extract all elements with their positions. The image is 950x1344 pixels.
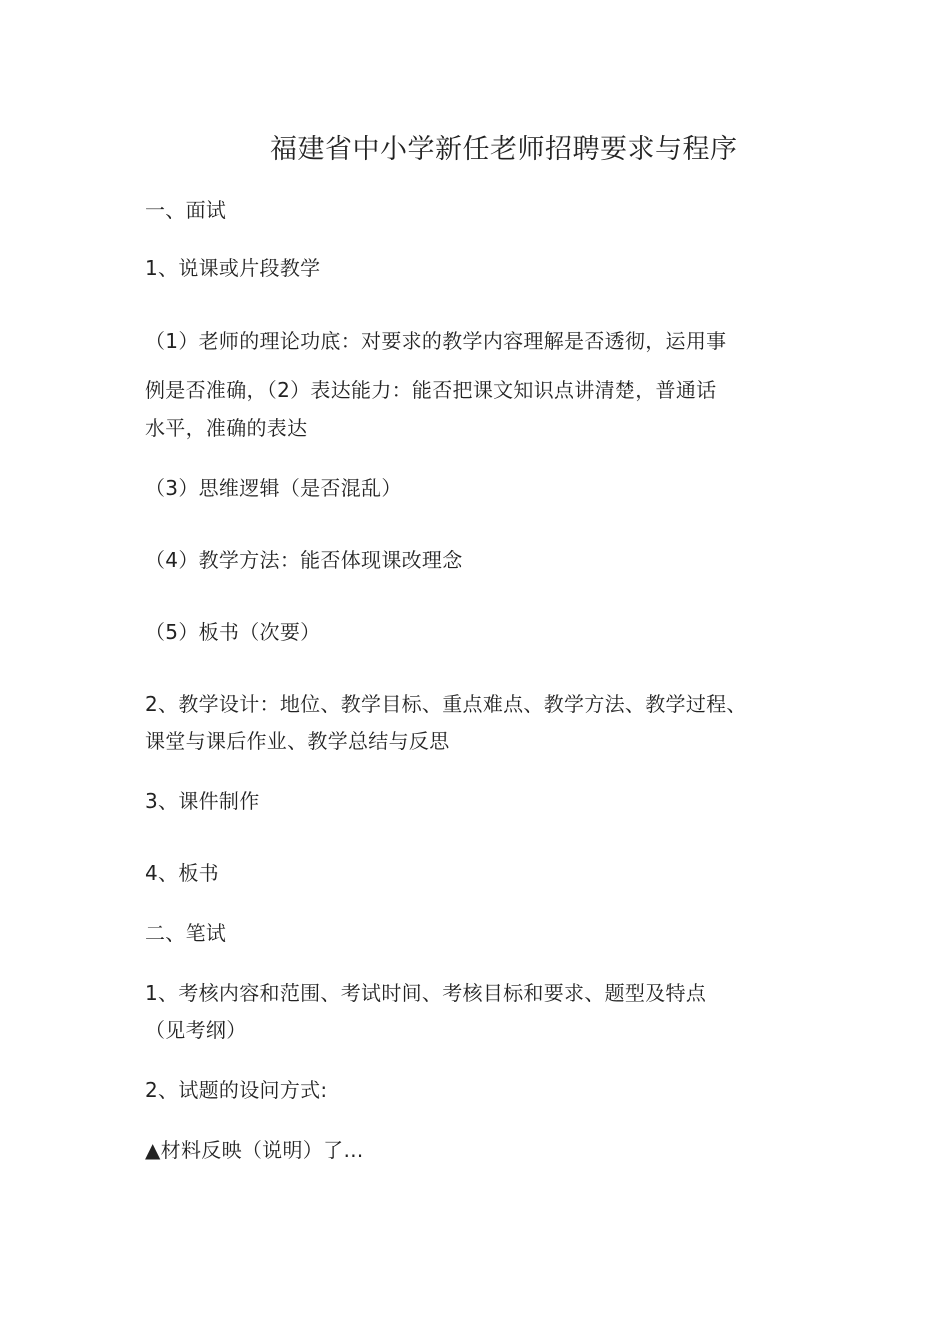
item-design: 2、教学设计：地位、教学目标、重点难点、教学方法、教学过程、 [145, 692, 747, 716]
document-title: 福建省中小学新任老师招聘要求与程序 [270, 134, 738, 165]
section-heading-interview: 一、面试 [145, 198, 227, 222]
item-exam-content: 1、考核内容和范围、考试时间、考核目标和要求、题型及特点 [145, 981, 707, 1005]
item-logic: （3）思维逻辑（是否混乱） [145, 476, 402, 500]
item-blackboard: （5）板书（次要） [145, 620, 321, 644]
paragraph-line: 课堂与课后作业、教学总结与反思 [145, 729, 450, 753]
paragraph-line: 水平，准确的表达 [145, 416, 308, 440]
paragraph-line: 例是否准确，（2）表达能力：能否把课文知识点讲清楚，普通话 [145, 378, 717, 402]
item-courseware: 3、课件制作 [145, 789, 260, 813]
section-heading-written: 二、笔试 [145, 921, 227, 945]
item-method: （4）教学方法：能否体现课改理念 [145, 548, 463, 572]
item-material: ▲材料反映（说明）了… [145, 1138, 364, 1162]
paragraph-line: （1）老师的理论功底：对要求的教学内容理解是否透彻，运用事 [145, 329, 727, 353]
item-board-writing: 4、板书 [145, 861, 219, 885]
item-question-style: 2、试题的设问方式: [145, 1078, 328, 1102]
paragraph-line: （见考纲） [145, 1018, 247, 1042]
item-lecture: 1、说课或片段教学 [145, 256, 321, 280]
